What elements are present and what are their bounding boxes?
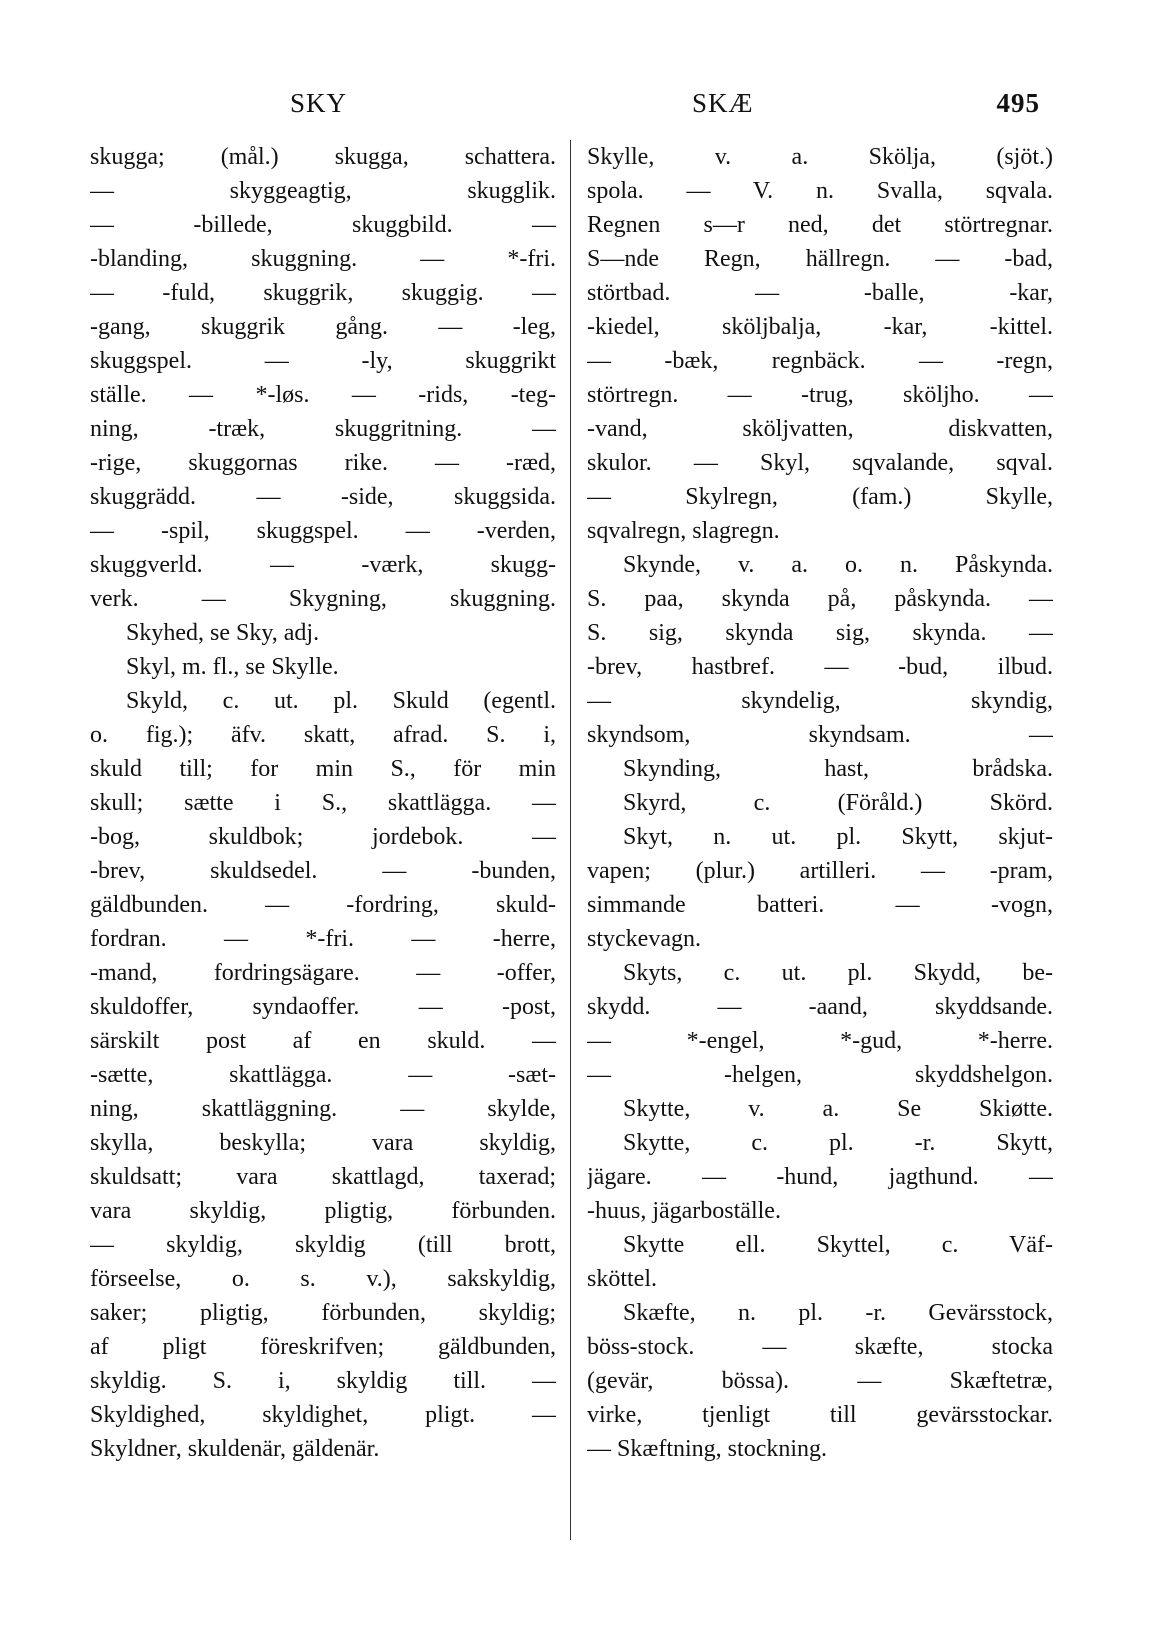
entry-line: — Skæftning, stockning.	[587, 1436, 828, 1462]
entry-line: -blanding, skuggning. — *-fri.	[90, 246, 556, 272]
entry-line: — -spil, skuggspel. — -verden,	[90, 518, 556, 544]
entry-line: — -bæk, regnbäck. — -regn,	[587, 348, 1053, 374]
entry-line: skuggrädd. — -side, skuggsida.	[90, 484, 556, 510]
entry-line: Skytte ell. Skyttel, c. Väf-	[623, 1232, 1053, 1258]
entry-line: skuggverld. — -værk, skugg-	[90, 552, 556, 578]
left-column	[90, 140, 556, 1466]
entry-line: — Skylregn, (fam.) Skylle,	[587, 484, 1053, 510]
entry-line: — -billede, skuggbild. —	[90, 212, 556, 238]
entry-line: ställe. — *-løs. — -rids, -teg-	[90, 382, 556, 408]
entry-line: — *-engel, *-gud, *-herre.	[587, 1028, 1053, 1054]
entry-line: Skyldner, skuldenär, gäldenär.	[90, 1436, 380, 1462]
entry-line: Skyhed, se Sky, adj.	[126, 620, 320, 646]
entry-line: Skytte, v. a. Se Skiøtte.	[623, 1096, 1053, 1122]
entry-line: ning, -træk, skuggritning. —	[90, 416, 556, 442]
entry-line: — skyggeagtig, skugglik.	[90, 178, 556, 204]
entry-line: Skyld, c. ut. pl. Skuld (egentl.	[126, 688, 556, 714]
entry-line: gäldbunden. — -fordring, skuld-	[90, 892, 556, 918]
entry-line: vapen; (plur.) artilleri. — -pram,	[587, 858, 1053, 884]
entry-line: skuld till; for min S., för min	[90, 756, 556, 782]
entry-line: ning, skattläggning. — skylde,	[90, 1096, 556, 1122]
entry-line: — skyldig, skyldig (till brott,	[90, 1232, 556, 1258]
entry-line: styckevagn.	[587, 926, 701, 952]
entry-line: vara skyldig, pligtig, förbunden.	[90, 1198, 556, 1224]
entry-line: Skæfte, n. pl. -r. Gevärsstock,	[623, 1300, 1053, 1326]
entry-line: Regnen s—r ned, det störtregnar.	[587, 212, 1053, 238]
running-header	[90, 88, 1040, 128]
column-divider	[570, 140, 571, 1540]
header-right-guide-word: SKÆ	[692, 88, 754, 118]
entry-line: -vand, sköljvatten, diskvatten,	[587, 416, 1053, 442]
entry-line: — skyndelig, skyndig,	[587, 688, 1053, 714]
entry-line: jägare. — -hund, jagthund. —	[587, 1164, 1053, 1190]
entry-line: skylla, beskylla; vara skyldig,	[90, 1130, 556, 1156]
entry-line: -gang, skuggrik gång. — -leg,	[90, 314, 556, 340]
entry-line: Skynde, v. a. o. n. Påskynda.	[623, 552, 1053, 578]
entry-line: störtbad. — -balle, -kar,	[587, 280, 1053, 306]
entry-line: sqvalregn, slagregn.	[587, 518, 780, 544]
entry-line: S—nde Regn, hällregn. — -bad,	[587, 246, 1053, 272]
entry-line: skugga; (mål.) skugga, schattera.	[90, 144, 556, 170]
entry-line: fordran. — *-fri. — -herre,	[90, 926, 556, 952]
entry-line: Skyts, c. ut. pl. Skydd, be-	[623, 960, 1053, 986]
entry-line: skulor. — Skyl, sqvalande, sqval.	[587, 450, 1053, 476]
entry-line: störtregn. — -trug, sköljho. —	[587, 382, 1053, 408]
header-left-guide-word: SKY	[290, 88, 348, 118]
entry-line: Skyrd, c. (Föråld.) Skörd.	[623, 790, 1053, 816]
entry-line: S. sig, skynda sig, skynda. —	[587, 620, 1053, 646]
entry-line: af pligt föreskrifven; gäldbunden,	[90, 1334, 556, 1360]
entry-line: Skyl, m. fl., se Skylle.	[126, 654, 339, 680]
entry-line: -bog, skuldbok; jordebok. —	[90, 824, 556, 850]
entry-line: Skyt, n. ut. pl. Skytt, skjut-	[623, 824, 1053, 850]
entry-line: verk. — Skygning, skuggning.	[90, 586, 556, 612]
entry-line: -mand, fordringsägare. — -offer,	[90, 960, 556, 986]
entry-line: S. paa, skynda på, påskynda. —	[587, 586, 1053, 612]
entry-line: sköttel.	[587, 1266, 657, 1292]
entry-line: skydd. — -aand, skyddsande.	[587, 994, 1053, 1020]
entry-line: saker; pligtig, förbunden, skyldig;	[90, 1300, 556, 1326]
entry-line: virke, tjenligt till gevärsstockar.	[587, 1402, 1053, 1428]
entry-line: särskilt post af en skuld. —	[90, 1028, 556, 1054]
entry-line: skuldoffer, syndaoffer. — -post,	[90, 994, 556, 1020]
entry-line: förseelse, o. s. v.), sakskyldig,	[90, 1266, 556, 1292]
entry-line: skuggspel. — -ly, skuggrikt	[90, 348, 556, 374]
entry-line: -kiedel, sköljbalja, -kar, -kittel.	[587, 314, 1053, 340]
entry-line: skyndsom, skyndsam. —	[587, 722, 1053, 748]
entry-line: -brev, skuldsedel. — -bunden,	[90, 858, 556, 884]
right-column	[587, 140, 1053, 1466]
entry-line: — -helgen, skyddshelgon.	[587, 1062, 1053, 1088]
entry-line: Skynding, hast, brådska.	[623, 756, 1053, 782]
page-number: 495	[996, 88, 1040, 118]
entry-line: o. fig.); äfv. skatt, afrad. S. i,	[90, 722, 556, 748]
entry-line: skyldig. S. i, skyldig till. —	[90, 1368, 556, 1394]
entry-line: skull; sætte i S., skattlägga. —	[90, 790, 556, 816]
entry-line: Skyldighed, skyldighet, pligt. —	[90, 1402, 556, 1428]
entry-line: (gevär, bössa). — Skæftetræ,	[587, 1368, 1053, 1394]
entry-line: Skylle, v. a. Skölja, (sjöt.)	[587, 144, 1053, 170]
entry-line: Skytte, c. pl. -r. Skytt,	[623, 1130, 1053, 1156]
entry-line: simmande batteri. — -vogn,	[587, 892, 1053, 918]
entry-line: skuldsatt; vara skattlagd, taxerad;	[90, 1164, 556, 1190]
entry-line: böss-stock. — skæfte, stocka	[587, 1334, 1053, 1360]
entry-line: -brev, hastbref. — -bud, ilbud.	[587, 654, 1053, 680]
entry-line: spola. — V. n. Svalla, sqvala.	[587, 178, 1053, 204]
entry-line: — -fuld, skuggrik, skuggig. —	[90, 280, 556, 306]
entry-line: -rige, skuggornas rike. — -ræd,	[90, 450, 556, 476]
entry-line: -huus, jägarboställe.	[587, 1198, 781, 1224]
entry-line: -sætte, skattlägga. — -sæt-	[90, 1062, 556, 1088]
